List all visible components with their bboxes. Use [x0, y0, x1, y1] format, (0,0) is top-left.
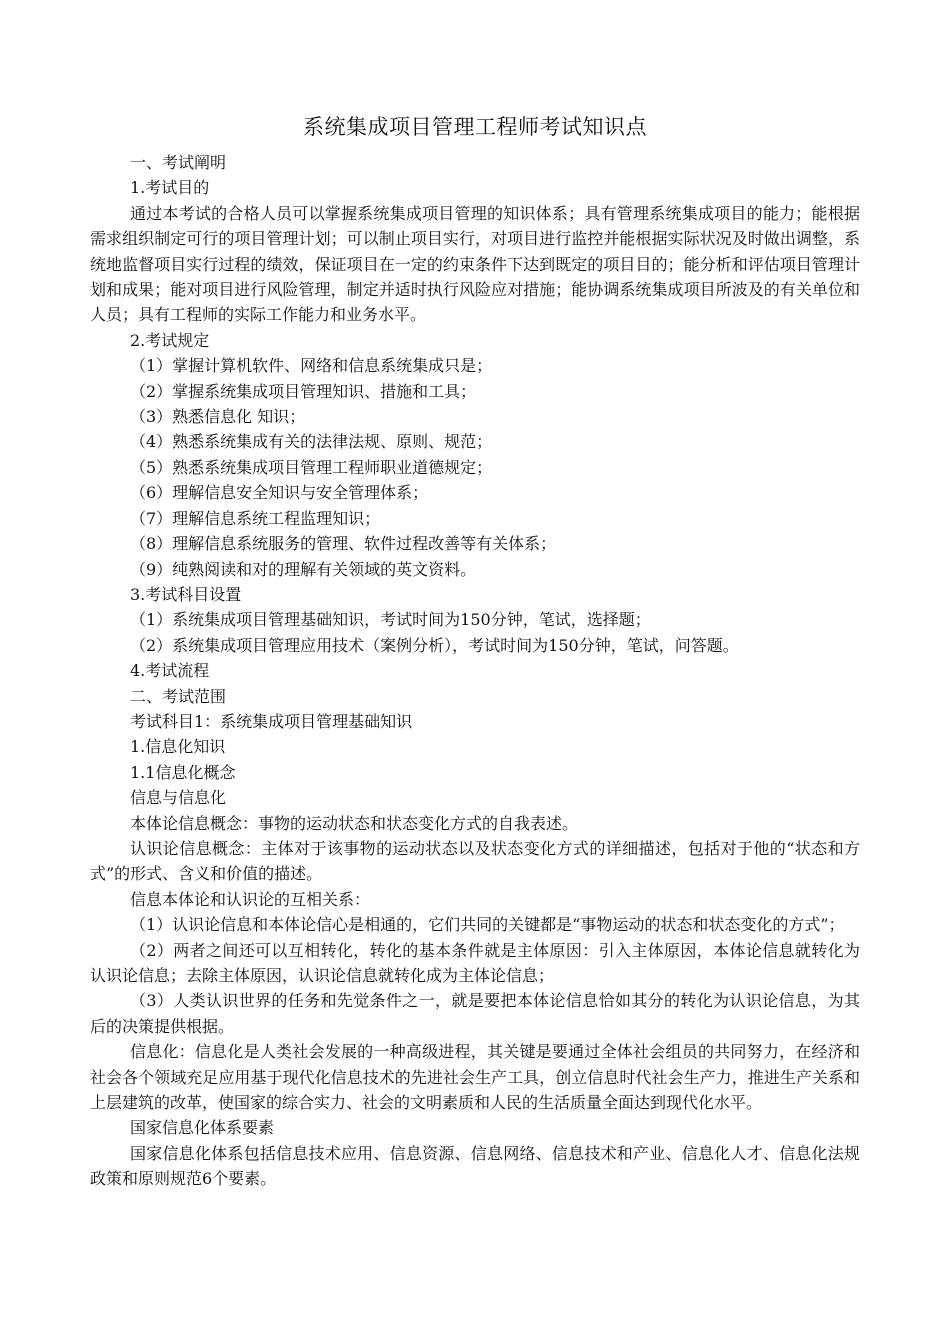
list-item: （2）系统集成项目管理应用技术（案例分析），考试时间为150分钟，笔试，问答题。 — [130, 635, 739, 655]
list-item: （9）纯熟阅读和对的理解有关领域的英文资料。 — [130, 559, 477, 579]
topic-heading: 信息与信息化 — [130, 788, 227, 808]
subsection-heading: 1.信息化知识 — [130, 737, 226, 757]
section-heading: 一、考试阐明 — [130, 153, 227, 172]
list-item: （2）掌握系统集成项目管理知识、措施和工具； — [130, 381, 477, 401]
paragraph: 国家信息化体系包括信息技术应用、信息资源、信息网络、信息技术和产业、信息化人才、信息化法规政策和原则规范6个要素。 — [90, 1143, 860, 1189]
topic-heading: 国家信息化体系要素 — [130, 1118, 275, 1138]
paragraph: （2）两者之间还可以互相转化，转化的基本条件就是主体原因：引入主体原因，本体论信息就转化为认识论信息；去除主体原因，认识论信息就转化成为主体论信息； — [90, 940, 860, 985]
topic-heading: 信息本体论和认识论的互相关系： — [130, 889, 371, 909]
section-heading: 二、考试范围 — [130, 686, 227, 706]
list-item: （5）熟悉系统集成项目管理工程师职业道德规定； — [130, 457, 493, 477]
list-item: （3）熟悉信息化 知识； — [130, 407, 306, 427]
list-item: （4）熟悉系统集成有关的法律法规、原则、规范； — [130, 432, 493, 452]
list-item: （8）理解信息系统服务的管理、软件过程改善等有关体系； — [130, 534, 557, 554]
paragraph: 信息化：信息化是人类社会发展的一种高级进程，其关键是要通过全体社会组员的共同努力，在经济和社会各个领域充足应用基于现代化信息技术的先进社会生产工具，创立信息时代社会生产力，推进生产关系和上层建筑的改革，使国家的综合实力、社会的文明素质和人民的生活质量全面达到现代化水平。 — [90, 1042, 860, 1113]
list-item: （1）掌握计算机软件、网络和信息系统集成只是； — [130, 356, 493, 376]
subsection-heading: 3.考试科目设置 — [130, 584, 242, 604]
document-body — [90, 150, 860, 1192]
paragraph: 认识论信息概念：主体对于该事物的运动状态以及状态变化方式的详细描述，包括对于他的“状态和方式”的形式、含义和价值的描述。 — [90, 838, 860, 884]
paragraph: （3）人类认识世界的任务和先觉条件之一，就是要把本体论信息恰如其分的转化为认识论信息，为其后的决策提供根据。 — [90, 991, 860, 1036]
subsection-heading: 2.考试规定 — [130, 330, 210, 350]
document-title: 系统集成项目管理工程师考试知识点 — [303, 115, 647, 139]
list-item: （6）理解信息安全知识与安全管理体系； — [130, 483, 429, 503]
subject-heading: 考试科目1：系统集成项目管理基础知识 — [130, 711, 413, 731]
subsection-heading: 1.考试目的 — [130, 178, 210, 198]
paragraph: 本体论信息概念：事物的运动状态和状态变化方式的自我表述。 — [130, 813, 579, 833]
list-item: （1）系统集成项目管理基础知识，考试时间为150分钟，笔试，选择题； — [130, 610, 651, 630]
paragraph: （1）认识论信息和本体论信心是相通的，它们共同的关键都是“事物运动的状态和状态变化的方式”； — [130, 915, 845, 935]
list-item: （7）理解信息系统工程监理知识； — [130, 508, 381, 528]
subsection-heading: 1.1信息化概念 — [130, 762, 236, 782]
paragraph: 通过本考试的合格人员可以掌握系统集成项目管理的知识体系；具有管理系统集成项目的能力；能根据需求组织制定可行的项目管理计划；可以制止项目实行，对项目进行监控并能根据实际状况及时做出调整，系统地监督项目实行过程的绩效，保证项目在一定的约束条件下达到既定的项目目的；能分析和评估项目管理计划和成果；能对项目进行风险管理，制定并适时执行风险应对措施；能协调系统集成项目所波及的有关单位和人员；具有工程师的实际工作能力和业务水平。 — [90, 203, 860, 325]
subsection-heading: 4.考试流程 — [130, 661, 210, 681]
